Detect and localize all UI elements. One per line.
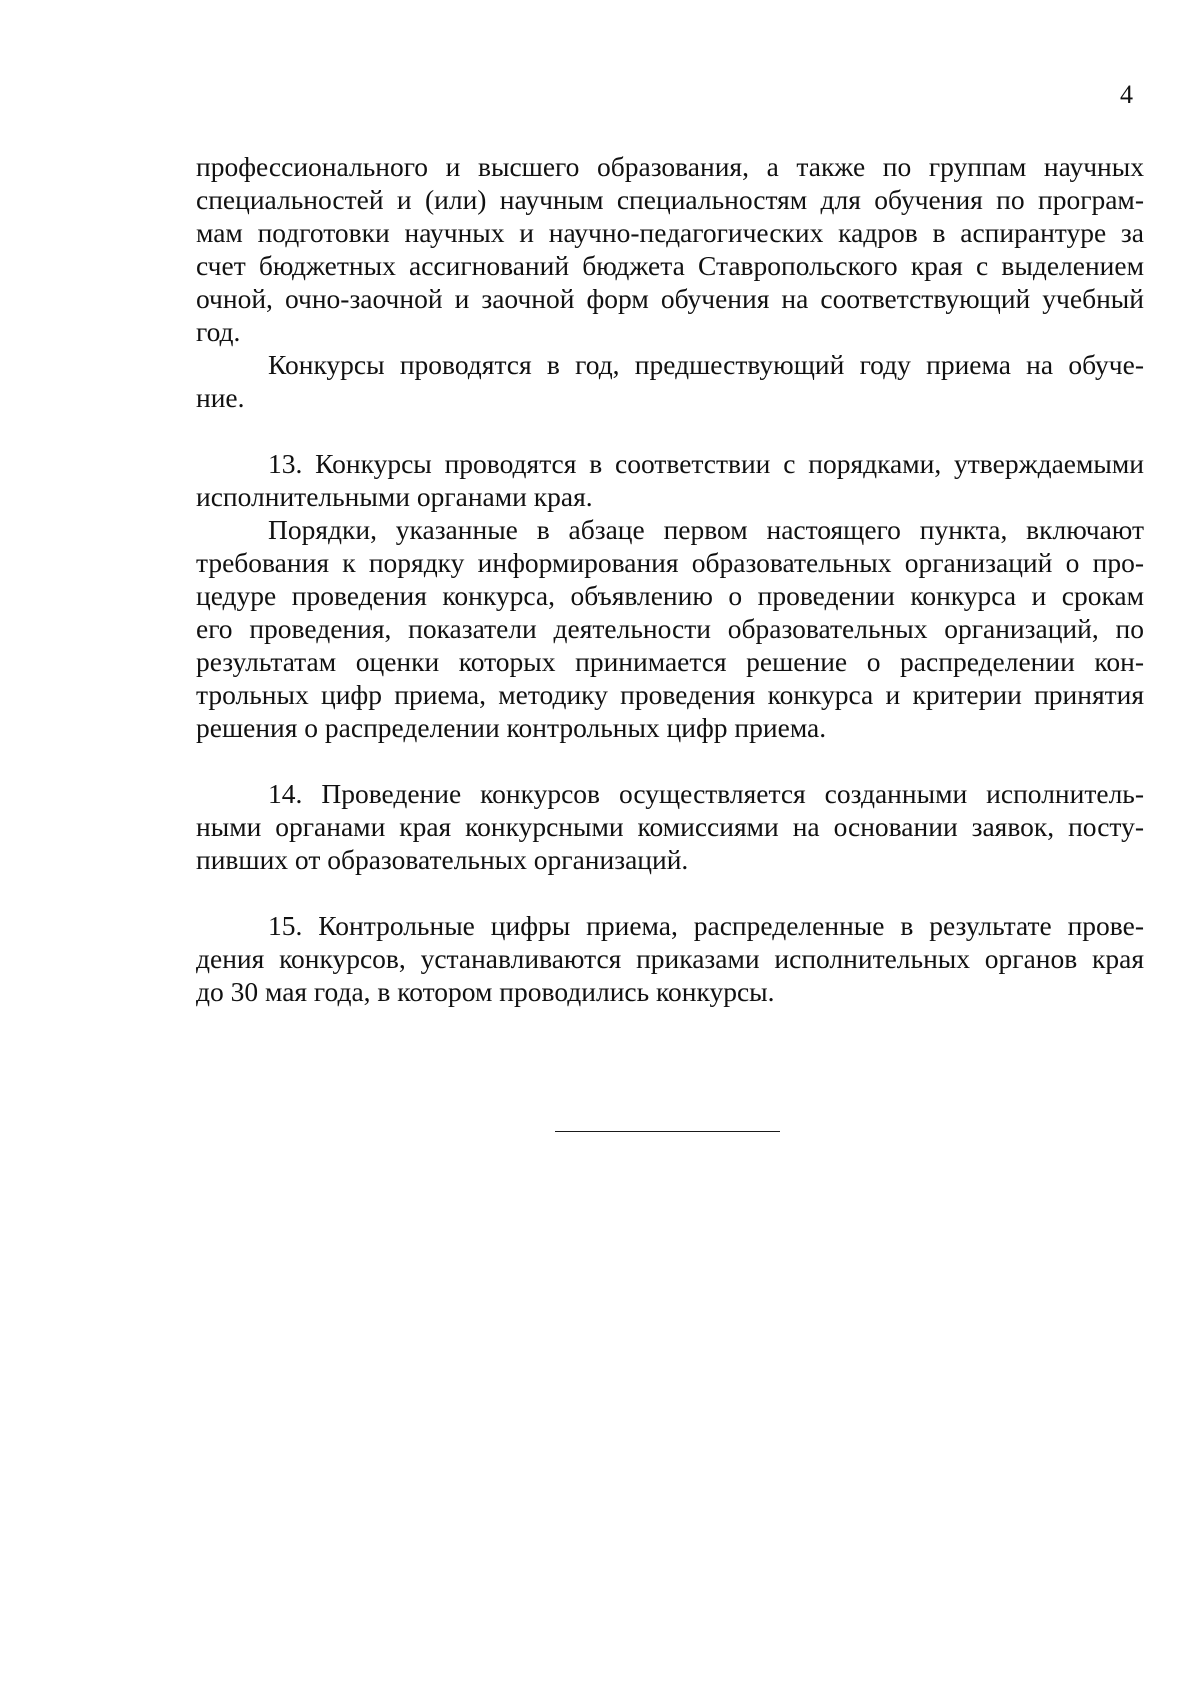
text-line: ными органами края конкурсными комиссиями на основании заявок, посту- (196, 811, 1144, 842)
paragraph-item-13 (196, 447, 1144, 513)
paragraph-gap (196, 744, 1144, 777)
text-line: профессионального и высшего образования, а также по группам научных (196, 151, 1144, 182)
text-line: 13. Конкурсы проводятся в соответствии с порядками, утверждаемыми (268, 448, 1144, 479)
paragraph-gap (196, 414, 1144, 447)
text-line: цедуре проведения конкурса, объявлению о проведении конкурса и срокам (196, 580, 1144, 611)
paragraph-gap (196, 876, 1144, 909)
text-line: требования к порядку информирования образовательных организаций о про- (196, 547, 1144, 578)
closing-horizontal-rule (555, 1131, 780, 1132)
text-line: очной, очно-заочной и заочной форм обучения на соответствующий учебный (196, 283, 1144, 314)
paragraph-item-14 (196, 777, 1144, 876)
text-line: мам подготовки научных и научно-педагогических кадров в аспирантуре за (196, 217, 1144, 248)
paragraph-continuation (196, 150, 1144, 348)
text-line: счет бюджетных ассигнований бюджета Ставропольского края с выделением (196, 250, 1144, 281)
paragraph-competitions-year (196, 348, 1144, 414)
text-line: дения конкурсов, устанавливаются приказами исполнительных органов края (196, 943, 1144, 974)
paragraph-item-15 (196, 909, 1144, 1008)
text-line: год. (196, 316, 241, 347)
text-line: до 30 мая года, в котором проводились конкурсы. (196, 976, 775, 1007)
text-line: исполнительными органами края. (196, 481, 593, 512)
document-body (196, 150, 1144, 1008)
text-line: Порядки, указанные в абзаце первом настоящего пункта, включают (268, 514, 1144, 545)
text-line: пивших от образовательных организаций. (196, 844, 689, 875)
page-number: 4 (1120, 80, 1133, 109)
text-line: 15. Контрольные цифры приема, распределенные в результате прове- (268, 910, 1144, 941)
text-line: трольных цифр приема, методику проведения конкурса и критерии принятия (196, 679, 1144, 710)
text-line: решения о распределении контрольных цифр приема. (196, 712, 827, 743)
paragraph-item-13-procedures (196, 513, 1144, 744)
text-line: его проведения, показатели деятельности образовательных организаций, по (196, 613, 1144, 644)
text-line: результатам оценки которых принимается решение о распределении кон- (196, 646, 1144, 677)
text-line: ние. (196, 382, 245, 413)
text-line: Конкурсы проводятся в год, предшествующий году приема на обуче- (268, 349, 1144, 380)
text-line: 14. Проведение конкурсов осуществляется созданными исполнитель- (268, 778, 1144, 809)
text-line: специальностей и (или) научным специальностям для обучения по програм- (196, 184, 1144, 215)
